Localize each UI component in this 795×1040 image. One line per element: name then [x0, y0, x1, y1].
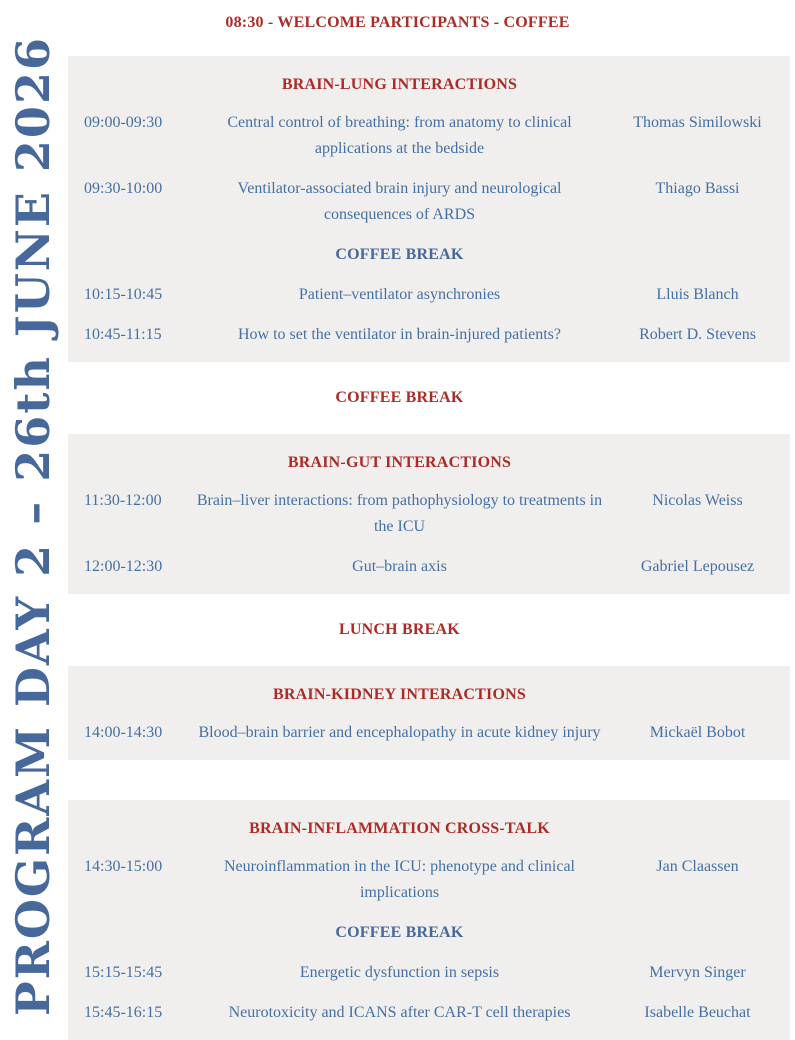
talk-row	[68, 488, 790, 540]
talk-time: 11:30-12:00	[84, 492, 162, 509]
talk-speaker: Nicolas Weiss	[652, 492, 743, 509]
talk-row	[68, 960, 790, 986]
talk-row	[68, 110, 790, 162]
session-block-brain-inflammation	[68, 800, 790, 1040]
talk-title: Patient–ventilator asynchronies	[298, 286, 501, 303]
talk-time: 09:00-09:30	[84, 114, 163, 131]
coffee-break-row	[68, 362, 790, 434]
talk-title: Brain–liver interactions: from pathophysiology to treatments in the ICU	[196, 492, 603, 535]
talk-time: 12:00-12:30	[84, 558, 163, 575]
talk-row	[68, 282, 790, 308]
talk-speaker: Lluis Blanch	[656, 286, 739, 303]
talk-title: Ventilator-associated brain injury and neurological consequences of ARDS	[237, 180, 562, 223]
coffee-break-row	[68, 242, 790, 268]
talk-time: 15:15-15:45	[84, 964, 163, 981]
block-gap	[68, 760, 790, 800]
talk-speaker: Isabelle Beuchat	[644, 1004, 751, 1021]
talk-title: Neuroinflammation in the ICU: phenotype and clinical implications	[223, 858, 575, 901]
talk-row	[68, 720, 790, 746]
program-content	[68, 56, 790, 1040]
page-title: PROGRAM DAY 2 – 26th JUNE 2026	[6, 36, 60, 1016]
talk-speaker: Mervyn Singer	[649, 964, 746, 981]
talk-title: Energetic dysfunction in sepsis	[299, 964, 500, 981]
talk-row	[68, 854, 790, 906]
talk-time: 10:15-10:45	[84, 286, 163, 303]
talk-title: Blood–brain barrier and encephalopathy in acute kidney injury	[198, 724, 601, 741]
welcome-banner: 08:30 - WELCOME PARTICIPANTS - COFFEE	[225, 14, 570, 31]
session-heading-row	[68, 72, 790, 98]
coffee-break-label: COFFEE BREAK	[335, 246, 464, 263]
talk-speaker: Jan Claassen	[656, 858, 739, 875]
talk-speaker: Gabriel Lepousez	[640, 558, 755, 575]
session-heading: BRAIN-KIDNEY INTERACTIONS	[273, 686, 526, 703]
session-heading: BRAIN-LUNG INTERACTIONS	[281, 76, 518, 93]
session-block-brain-lung	[68, 56, 790, 362]
session-heading: BRAIN-GUT INTERACTIONS	[287, 454, 512, 471]
talk-row	[68, 1000, 790, 1026]
talk-row	[68, 554, 790, 580]
coffee-break-label: COFFEE BREAK	[335, 924, 464, 941]
coffee-break-label: COFFEE BREAK	[335, 389, 464, 406]
talk-time: 10:45-11:15	[84, 326, 162, 343]
talk-title: How to set the ventilator in brain-injured patients?	[237, 326, 562, 343]
talk-row	[68, 176, 790, 228]
talk-time: 09:30-10:00	[84, 180, 163, 197]
session-heading-row	[68, 450, 790, 476]
session-heading-row	[68, 682, 790, 708]
talk-time: 15:45-16:15	[84, 1004, 163, 1021]
talk-time: 14:00-14:30	[84, 724, 163, 741]
talk-title: Central control of breathing: from anatomy to clinical applications at the bedside	[227, 114, 572, 157]
talk-speaker: Thiago Bassi	[655, 180, 740, 197]
coffee-break-row	[68, 920, 790, 946]
talk-time: 14:30-15:00	[84, 858, 163, 875]
session-block-brain-gut	[68, 434, 790, 594]
lunch-break-label: LUNCH BREAK	[339, 621, 460, 638]
session-block-brain-kidney	[68, 666, 790, 760]
talk-row	[68, 322, 790, 348]
session-heading-row	[68, 816, 790, 842]
lunch-break-row	[68, 594, 790, 666]
talk-speaker: Robert D. Stevens	[639, 326, 756, 343]
session-heading: BRAIN-INFLAMMATION CROSS-TALK	[249, 820, 550, 837]
talk-title: Gut–brain axis	[352, 558, 447, 575]
talk-speaker: Thomas Similowski	[633, 114, 762, 131]
talk-speaker: Mickaël Bobot	[649, 724, 746, 741]
talk-title: Neurotoxicity and ICANS after CAR-T cell therapies	[228, 1004, 571, 1021]
